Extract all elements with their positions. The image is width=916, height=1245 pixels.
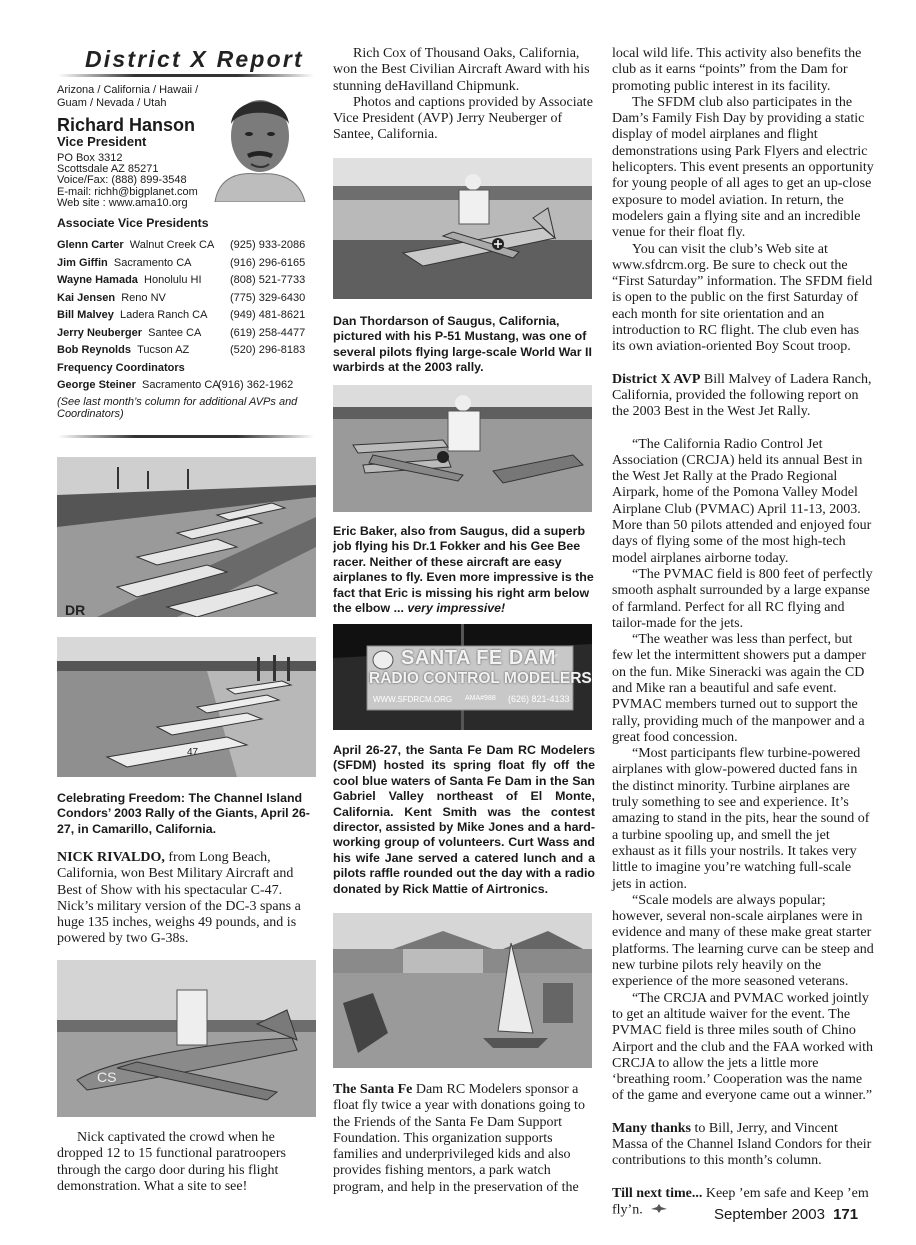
freq-row bbox=[57, 377, 319, 395]
closing-text: Keep ’em safe and Keep ’em fly’n. bbox=[612, 1185, 869, 1218]
avp-city: Walnut Creek CA bbox=[129, 239, 215, 251]
avp-name: Jim Giffin bbox=[57, 256, 108, 269]
quote-paragraph-5: “Scale models are always popular; however, several non-scale airplanes were in evidence and many of these make great starter platforms. The learning curve can be steep and new turbine pilots rely heavily on the experience of the more seasoned veterans. bbox=[612, 892, 874, 990]
banner-phone: (626) 821-4133 bbox=[508, 694, 570, 704]
quote-paragraph-6: “The CRCJA and PVMAC worked jointly to get an altitude waiver for the event. The PVMAC field is three miles south of Chino Airport and the club and the FAA worked with CRCJA to allow the jets a little more ‘breathing room.’ Cooperation was the name of the game and everyone came out a winner.” bbox=[612, 990, 874, 1104]
vp-name: Richard Hanson bbox=[57, 115, 196, 135]
avp-name: Wayne Hamada bbox=[57, 274, 138, 286]
svg-text:CS: CS bbox=[97, 1069, 117, 1085]
quote-paragraph-4: “Most participants flew turbine-powered airplanes with glow-powered ducted fans in the distinct minority. Turbine airplanes are truly something to see and experience. It’s amazing to stand in the pits, hear the sound of a turbine spooling up, and smell the jet exhaust as it fills your nostrils. It takes very little to imagine you’re watching full-scale jets in action. bbox=[612, 746, 870, 892]
column-title: District X Report bbox=[85, 46, 304, 72]
vp-role: Vice President bbox=[57, 134, 147, 149]
avp-row bbox=[57, 272, 319, 290]
vp-voice: Voice/Fax: (888) 899-3548 bbox=[57, 174, 187, 187]
fokker-caption-text: Eric Baker, also from Saugus, did a superb job flying his Dr.1 Fokker and his Gee Bee racer. Neither of these aircraft are easy airplanes to fly. Even more impressive is the fact that Eric is missing his right arm below the elbow ... bbox=[333, 524, 594, 616]
credits-paragraph: Photos and captions provided by Associate Vice President (AVP) Jerry Neuberger of Santee, California. bbox=[333, 94, 593, 143]
avp-city: Ladera Ranch CA bbox=[119, 309, 208, 321]
svg-text:47: 47 bbox=[187, 747, 199, 758]
fokker-caption bbox=[333, 524, 595, 616]
freq-phone: (916) 362-1962 bbox=[218, 379, 294, 391]
website-paragraph: You can visit the club’s Web site at www.sfdrcm.org. Be sure to check out the “First Saturday” information. The SFDM field is open to the public on the first Saturday of each month for site orientation and an introduction to RC flight. The club even has its own aviation-oriented Boy Scout troop. bbox=[612, 241, 873, 355]
c47-photo bbox=[57, 960, 316, 1117]
closing-lead: Till next time... bbox=[612, 1185, 703, 1201]
avp-phone: (925) 933-2086 bbox=[230, 239, 306, 251]
sidebar-note: (See last month’s column for additional AVPs and Coordinators) bbox=[57, 395, 298, 420]
freq-heading bbox=[57, 360, 319, 378]
avp-name: Jerry Neuberger bbox=[57, 326, 142, 339]
condors-flightline-photo bbox=[57, 637, 316, 777]
footer-issue: September 2003 bbox=[714, 1206, 825, 1223]
vp-email: E-mail: richh@bigplanet.com bbox=[57, 185, 198, 198]
rivaldo-text: from Long Beach, California, won Best Military Aircraft and Best of Show with his spectacular C-47. Nick’s military version of the DC-3 spans a huge 135 inches, weighs 49 pounds, and is powered by two G-38s. bbox=[57, 850, 301, 947]
vp-contact bbox=[57, 153, 198, 209]
avp-city: Santee CA bbox=[148, 326, 202, 339]
float-fly-lead: The Santa Fe bbox=[333, 1082, 413, 1097]
avp-report-text: Bill Malvey of Ladera Ranch, California, provided the following report on the 2003 Best in the West Jet Rally. bbox=[612, 371, 872, 420]
float-fly-photo bbox=[333, 913, 592, 1068]
rivaldo-lead: NICK RIVALDO, bbox=[57, 850, 165, 865]
col2-top-text bbox=[333, 46, 593, 144]
vp-website: Web site : www.ama10.org bbox=[57, 196, 188, 209]
col3-text bbox=[612, 46, 874, 1219]
mustang-photo bbox=[333, 158, 592, 299]
avp-heading: Associate Vice Presidents bbox=[57, 216, 209, 230]
sidebar-bottom-rule bbox=[58, 435, 314, 438]
avp-city: Reno NV bbox=[121, 291, 166, 304]
vp-address-line1: PO Box 3312 bbox=[57, 152, 123, 164]
vp-portrait-photo bbox=[205, 84, 311, 202]
avp-name: Glenn Carter bbox=[57, 239, 124, 251]
avp-row bbox=[57, 290, 319, 308]
fish-day-paragraph: The SFDM club also participates in the Dam’s Family Fish Day by providing a static display of model airplanes and flight demonstrations using Park Flyers and electric helicopters. This event presents an opportunity for young people of all ages to get an up-close exposure to model aviation. In return, the modelers gain a flying site and an incredible venue for their float fly. bbox=[612, 94, 874, 241]
avp-phone: (916) 296-6165 bbox=[230, 256, 306, 269]
freq-name: George Steiner bbox=[57, 379, 136, 391]
avp-row bbox=[57, 307, 319, 325]
avp-report-paragraph bbox=[612, 372, 874, 421]
condors-rally-photo bbox=[57, 457, 316, 617]
rivaldo-paragraph bbox=[57, 850, 319, 948]
banner-title: SANTA FE DAM bbox=[401, 647, 556, 669]
avp-city: Tucson AZ bbox=[137, 344, 190, 356]
thanks-lead: Many thanks bbox=[612, 1120, 691, 1136]
avp-phone: (619) 258-4477 bbox=[230, 326, 306, 339]
avp-row bbox=[57, 237, 319, 255]
freq-heading-label: Frequency Coordinators bbox=[57, 361, 185, 374]
avp-phone: (775) 329-6430 bbox=[230, 291, 306, 304]
svg-text:DR: DR bbox=[65, 602, 86, 617]
quote-paragraph-1: “The California Radio Control Jet Association (CRCJA) held its annual Best in the West Jet Rally at the Prado Regional Airpark, home of the Pomona Valley Model Airplane Club (PVMAC) April 11-13, 2003. More than 50 pilots attended and enjoyed four days of flying some of the most high-tech model airplanes airborne today. bbox=[612, 436, 872, 566]
cox-paragraph: Rich Cox of Thousand Oaks, California, won the Best Civilian Aircraft Award with his stunning deHavilland Chipmunk. bbox=[333, 46, 590, 94]
vp-address-line2: Scottsdale AZ 85271 bbox=[57, 163, 159, 176]
avp-name: Bob Reynolds bbox=[57, 344, 131, 356]
nick-paragraph: Nick captivated the crowd when he dropped 12 to 15 functional paratroopers through the cargo door during his flight demonstration. What a site to see! bbox=[57, 1130, 286, 1194]
condors-caption: Celebrating Freedom: The Channel Island Condors’ 2003 Rally of the Giants, April 26-27, in Camarillo, California. bbox=[57, 791, 310, 836]
avp-row bbox=[57, 342, 319, 360]
fokker-caption-emphasis: very impressive! bbox=[407, 601, 506, 616]
avp-name: Kai Jensen bbox=[57, 291, 116, 304]
thanks-paragraph bbox=[612, 1121, 874, 1170]
sfdm-caption: April 26-27, the Santa Fe Dam RC Modelers (SFDM) hosted its spring float fly off the cool blue waters of Santa Fe Dam in the San Gabriel Valley northeast of El Monte, California. Kent Smith was the contest director, assisted by Mike Jones and a hard-working group of volunteers. Curt Wass and his wife Jane served a catered lunch and a pilots raffle rounded out the day with a radio donated by Rick Mattie of Airtronics. bbox=[333, 743, 595, 896]
avp-city: Sacramento CA bbox=[113, 256, 192, 269]
avp-phone: (949) 481-8621 bbox=[230, 309, 306, 321]
avp-phone: (808) 521-7733 bbox=[230, 274, 306, 286]
avp-city: Honolulu HI bbox=[144, 274, 202, 286]
banner-ama: AMA#988 bbox=[465, 695, 496, 702]
avp-row bbox=[57, 325, 319, 343]
banner-url: WWW.SFDRCM.ORG bbox=[373, 695, 453, 704]
quote-paragraph-3: “The weather was less than perfect, but few let the intermittent showers put a damper on the fun. Mike Sineracki was again the CD and Mike ran a beautiful and safe event. PVMAC members turned out to support the rally, providing much of the manpower and a great food concession. bbox=[612, 632, 866, 745]
page-number: 171 bbox=[833, 1206, 859, 1223]
freq-city: Sacramento CA bbox=[141, 379, 220, 391]
district-region: Arizona / California / Hawaii / Guam / Nevada / Utah bbox=[57, 84, 199, 109]
avp-phone: (520) 296-8183 bbox=[230, 344, 306, 356]
ama-end-mark-icon bbox=[650, 1202, 668, 1218]
quote-paragraph-2: “The PVMAC field is 800 feet of perfectly smooth asphalt surrounded by a large expanse of farmland. Perfect for all RC flying and tailor-made for the jets. bbox=[612, 566, 873, 631]
avp-row bbox=[57, 255, 319, 273]
wildlife-paragraph: local wild life. This activity also benefits the club as it earns “points” from the Dam for promoting public interest in its facility. bbox=[612, 46, 862, 94]
avp-name: Bill Malvey bbox=[57, 309, 114, 321]
title-rule bbox=[58, 74, 314, 77]
banner-subtitle: RADIO CONTROL MODELERS bbox=[369, 670, 592, 687]
sfdm-banner-photo bbox=[333, 624, 592, 730]
thanks-text: to Bill, Jerry, and Vincent Massa of the Channel Island Condors for their contributions to this month’s column. bbox=[612, 1120, 872, 1169]
fokker-photo bbox=[333, 385, 592, 512]
page-footer bbox=[714, 1206, 858, 1223]
mustang-caption: Dan Thordarson of Saugus, California, pictured with his P-51 Mustang, was one of several pilots flying large-scale World War II warbirds at the 2003 rally. bbox=[333, 314, 592, 375]
avp-list bbox=[57, 237, 319, 421]
float-fly-paragraph bbox=[333, 1082, 593, 1196]
float-fly-text: Dam RC Modelers sponsor a float fly twice a year with donations going to the Friends of the Santa Fe Dam Support Foundation. This organization supports families and underprivileged kids and also provides fishing mentors, a park watch program, and help in the preservation of the bbox=[333, 1082, 585, 1195]
avp-report-lead: District X AVP bbox=[612, 371, 701, 387]
